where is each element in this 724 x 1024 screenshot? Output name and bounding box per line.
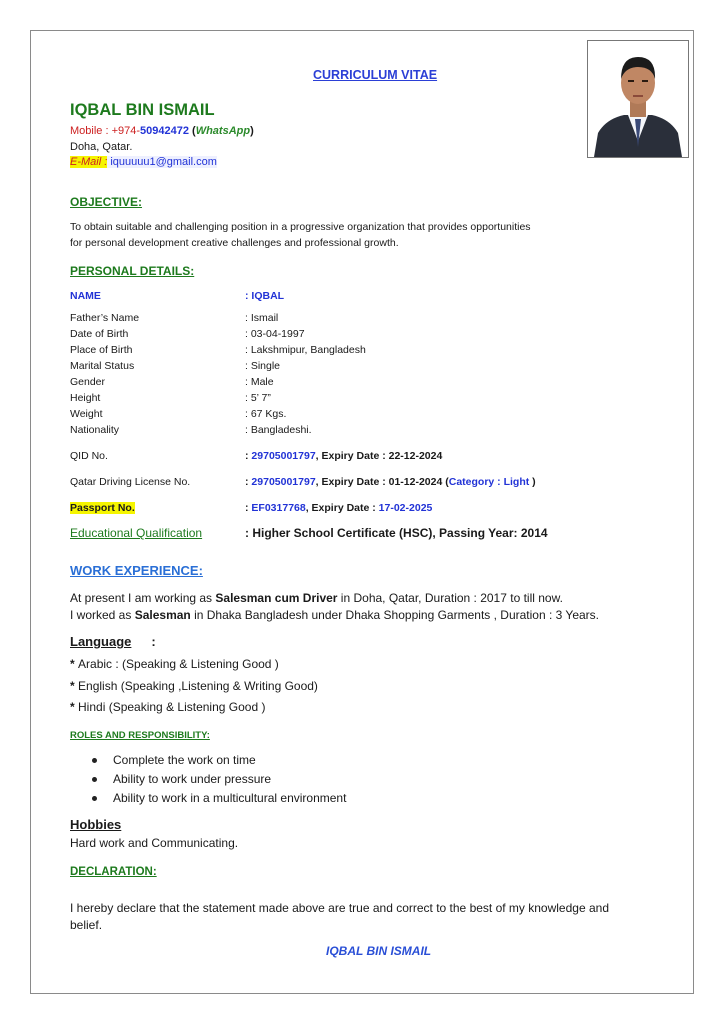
license-colon: : — [245, 476, 252, 488]
whatsapp-close: ) — [250, 125, 254, 137]
detail-label: Father’s Name — [70, 312, 140, 324]
objective-line-1: To obtain suitable and challenging position in a progressive organization that provides opportunities — [70, 221, 531, 233]
roles-item — [92, 791, 346, 805]
passport-expiry: 17-02-2025 — [378, 502, 433, 514]
detail-value: : 67 Kgs. — [245, 408, 287, 420]
declaration-line-2: belief. — [70, 918, 103, 932]
passport-number: EF0317768 — [251, 502, 306, 514]
detail-value: : Ismail — [245, 312, 279, 324]
license-number: 29705001797 — [251, 476, 316, 488]
work-text: in Doha, Qatar, Duration : 2017 to till now. — [337, 591, 563, 605]
detail-label: Weight — [70, 408, 103, 420]
profile-photo — [587, 40, 689, 158]
email-label: E-Mail : — [70, 156, 108, 168]
mobile-number: 50942472 — [140, 125, 189, 137]
declaration-line-1: I hereby declare that the statement made above are true and correct to the best of my knowledge and — [70, 901, 609, 915]
city-line: Doha, Qatar. — [70, 141, 133, 153]
email-line — [70, 156, 217, 168]
whatsapp-open: ( — [188, 125, 196, 137]
objective-line-2: for personal development creative challenges and professional growth. — [70, 237, 399, 249]
detail-label: Nationality — [70, 424, 120, 436]
hobbies-heading: Hobbies — [70, 817, 122, 832]
work-line-1 — [70, 591, 563, 605]
language-item: * Arabic : (Speaking & Listening Good ) — [70, 657, 279, 671]
qid-value — [245, 450, 442, 462]
passport-expiry-label: , Expiry Date : — [305, 502, 379, 514]
qid-colon: : — [245, 450, 252, 462]
language-text: English (Speaking ,Listening & Writing Good) — [78, 679, 318, 693]
qid-expiry: , Expiry Date : 22-12-2024 — [315, 450, 443, 462]
detail-value: : Bangladeshi. — [245, 424, 312, 436]
email-value[interactable]: iquuuuu1@gmail.com — [107, 156, 217, 168]
passport-label-wrap — [70, 502, 135, 514]
hobbies-text: Hard work and Communicating. — [70, 836, 239, 850]
roles-item — [92, 753, 256, 767]
qid-number: 29705001797 — [251, 450, 316, 462]
detail-value: : Single — [245, 360, 281, 372]
bullet-icon — [92, 796, 97, 801]
document-title: CURRICULUM VITAE — [313, 68, 438, 82]
detail-value: : 03-04-1997 — [245, 328, 305, 340]
language-text: Arabic : (Speaking & Listening Good ) — [78, 657, 279, 671]
passport-label: Passport No. — [70, 502, 135, 514]
mobile-label: Mobile : +974- — [70, 125, 141, 137]
license-category: Category : Light — [448, 476, 530, 488]
signature-name: IQBAL BIN ISMAIL — [326, 944, 432, 958]
work-role: Salesman cum Driver — [215, 591, 338, 605]
language-colon: : — [151, 634, 156, 649]
declaration-heading: DECLARATION: — [70, 866, 157, 878]
name-value: : IQBAL — [245, 290, 285, 302]
candidate-name: IQBAL BIN ISMAIL — [70, 101, 215, 119]
bullet-icon — [92, 777, 97, 782]
person-photo-icon — [588, 41, 688, 157]
detail-value: : 5’ 7” — [245, 392, 271, 404]
work-text: I worked as — [70, 608, 135, 622]
language-item: * Hindi (Speaking & Listening Good ) — [70, 700, 266, 714]
roles-text: Complete the work on time — [113, 753, 256, 767]
mobile-line — [70, 125, 254, 137]
roles-heading: ROLES AND RESPONSIBILITY: — [70, 730, 210, 741]
work-text: in Dhaka Bangladesh under Dhaka Shopping Garments , Duration : 3 Years. — [190, 608, 600, 622]
language-text: Hindi (Speaking & Listening Good ) — [78, 700, 266, 714]
work-experience-heading: WORK EXPERIENCE: — [70, 563, 203, 578]
detail-label: Place of Birth — [70, 344, 133, 356]
qid-label: QID No. — [70, 450, 108, 462]
detail-label: Height — [70, 392, 101, 404]
roles-text: Ability to work in a multicultural environment — [113, 791, 347, 805]
detail-value: : Lakshmipur, Bangladesh — [245, 344, 366, 356]
detail-value: : Male — [245, 376, 274, 388]
whatsapp-label: WhatsApp — [195, 125, 251, 137]
education-value: : Higher School Certificate (HSC), Passing Year: 2014 — [245, 526, 548, 540]
license-label: Qatar Driving License No. — [70, 476, 191, 488]
roles-item — [92, 772, 271, 786]
work-line-2 — [70, 608, 599, 622]
passport-colon: : — [245, 502, 252, 514]
language-heading-line — [70, 633, 156, 651]
name-label: NAME — [70, 290, 101, 302]
bullet-icon — [92, 758, 97, 763]
work-role: Salesman — [134, 608, 191, 622]
license-value — [245, 476, 536, 488]
license-expiry: , Expiry Date : 01-12-2024 ( — [315, 476, 449, 488]
language-heading: Language — [70, 634, 132, 649]
personal-details-heading: PERSONAL DETAILS: — [70, 264, 195, 278]
roles-text: Ability to work under pressure — [113, 772, 272, 786]
detail-label: Gender — [70, 376, 106, 388]
work-text: At present I am working as — [70, 591, 216, 605]
passport-value — [245, 502, 432, 514]
detail-label: Date of Birth — [70, 328, 129, 340]
language-item: * English (Speaking ,Listening & Writing Good) — [70, 679, 318, 693]
objective-heading: OBJECTIVE: — [70, 195, 143, 209]
license-close: ) — [529, 476, 536, 488]
education-label: Educational Qualification — [70, 526, 203, 540]
detail-label: Marital Status — [70, 360, 135, 372]
